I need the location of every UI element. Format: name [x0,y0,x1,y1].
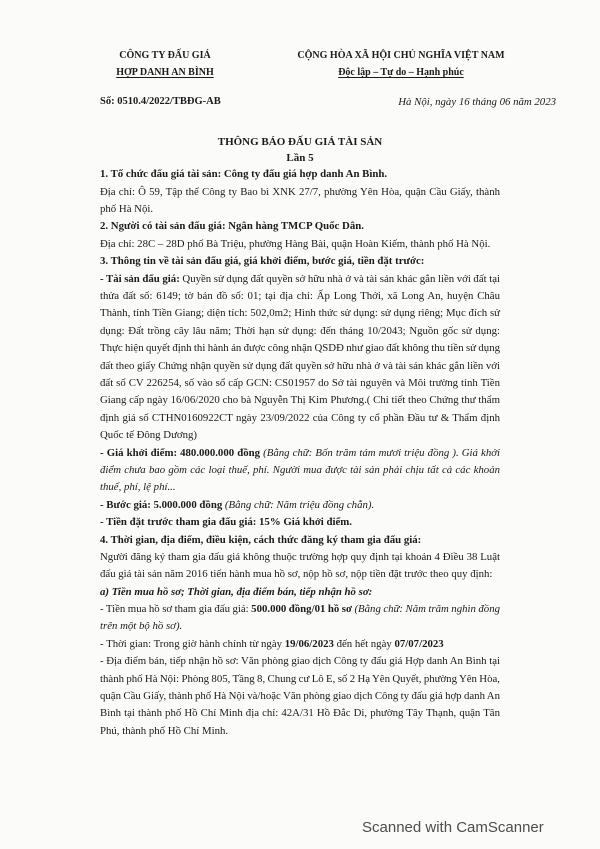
asset-line [100,305,500,322]
starting-price-line [100,462,500,479]
time-line [100,636,500,653]
heading-text: 3. Thông tin về tài sản đấu giá, giá khởi điểm, bước giá, tiền đặt trước: [100,255,425,268]
body-text: Địa chỉ: 28C – 28D phố Bà Triệu, phường Hàng Bài, quận Hoàn Kiếm, thành phố Hà Nội. [100,237,491,250]
body-text: - Địa điểm bán, tiếp nhận hồ sơ: Văn phòng giao dịch Công ty đấu giá Hợp danh An Bình tại [100,655,500,668]
section-1-heading [100,166,500,183]
body-text: đất theo giấy Chứng nhận quyền sử dụng đất quyền sở hữu nhà ở và tài sản khác gắn liền với [100,359,500,372]
body-text: quận Cầu Giấy, thành phố Hà Nội và/hoặc Văn phòng giao dịch Công ty đấu giá hợp danh An [100,690,500,703]
document-number: Số: 0510.4/2022/TBĐG-AB [100,96,221,107]
body-text: Thành, tỉnh Tiền Giang; diện tích: 502,0m2; Hình thức sử dụng: sử dụng riêng; Mục đích sử [100,307,500,320]
body-text: Bình tại thành phố Hồ Chí Minh địa chỉ: 42A/31 Hồ Đắc Di, phường Tây Thạnh, quận Tân [100,707,500,720]
asset-line [100,427,500,444]
deposit-line [100,514,500,531]
section-4-heading [100,532,500,549]
time-to-date: 07/07/2023 [394,637,444,650]
notice-round: Lần 5 [286,151,314,164]
heading-text: 1. Tổ chức đấu giá tài sản: Công ty đấu giá hợp danh An Bình. [100,168,388,181]
body-text: Địa chỉ: Ô 59, Tập thể Công ty Bao bì XNK 27/7, phường Yên Hòa, quận Cầu Giấy, thành [100,185,500,198]
asset-line [100,358,500,375]
fee-note: trên một bộ hồ sơ). [100,620,183,633]
organization-header [75,47,255,81]
asset-line [100,271,500,288]
location-line [100,653,500,670]
location-line [100,688,500,705]
fee-line [100,618,500,635]
starting-price-label: - Giá khởi điểm: 480.000.000 đồng [100,446,261,459]
body-text: Thực hiện quyết định thi hành án được công nhận QSDĐ như giao đất không thu tiền sử dụng [100,342,500,355]
asset-line [100,288,500,305]
organization-name-line2: HỢP DANH AN BÌNH [116,67,214,78]
body-text: Người đăng ký tham gia đấu giá không thuộc trường hợp quy định tại khoản 4 Điều 38 Luật [100,550,500,563]
body-text: thành phố Hà Nội: Phòng 805, Tầng 8, Chung cư Lô E, số 2 Hạ Yên Quyết, phường Yên Hòa, [100,672,500,685]
body-text: dụng: Đất trồng cây lâu năm; Thời hạn sử dụng: đến tháng 10/2043; Nguồn gốc sử dụng: [100,324,500,337]
document-body [100,166,500,740]
section-2-heading [100,218,500,235]
body-text: Quyền sử dụng đất quyền sở hữu nhà ở và tài sản khác gắn liền với đất tại [179,272,501,285]
location-line [100,705,500,722]
body-line [100,566,500,583]
bid-step-line [100,497,500,514]
asset-line [100,323,500,340]
section-3-heading [100,253,500,270]
national-title: CỘNG HÒA XÃ HỘI CHỦ NGHĨA VIỆT NAM [297,50,505,61]
asset-line [100,340,500,357]
subsection-a-heading [100,584,500,601]
asset-line [100,410,500,427]
location-line [100,671,500,688]
body-text: định giá số CTHN0160922CT ngày 23/09/2022 của Công ty cổ phần Đầu tư & Thẩm định [100,411,500,424]
body-text: thửa đất số: 6149; tờ bản đồ số: 01; tại địa chỉ: Ấp Long Thới, xã Long An, huyện Châu [100,290,500,303]
heading-text: 4. Thời gian, địa điểm, điều kiện, cách thức đăng ký tham gia đấu giá: [100,533,422,546]
body-line [100,184,500,201]
body-line [100,236,500,253]
bid-step-note: (Bằng chữ: Năm triệu đồng chẵn). [222,498,375,511]
national-header [281,47,521,81]
body-text: đấu giá tài sản năm 2016 tiến hành mua hồ sơ, nộp hồ sơ, nộp tiền đặt trước theo quy định: [100,568,493,581]
page-title: THÔNG BÁO ĐẤU GIÁ TÀI SẢN [217,135,383,148]
body-text: Phú, thành phố Hồ Chí Minh. [100,724,229,737]
body-text: đất số CV 226254, số vào sổ cấp GCN: CS01957 do Sở tài nguyên và Môi trường tỉnh Tiền [100,376,500,389]
starting-price-note: điểm chưa bao gồm các loại thuế, phí. Người mua được tài sản phải chịu tất cả các khoản [100,463,500,476]
asset-line [100,392,500,409]
body-text: Quốc tế Đông Dương) [100,429,198,442]
organization-name-line1: CÔNG TY ĐẤU GIÁ [119,50,211,61]
starting-price-line [100,445,500,462]
national-motto: Độc lập – Tự do – Hạnh phúc [338,67,464,78]
time-from-date: 19/06/2023 [284,637,334,650]
body-text: Giang cấp ngày 16/06/2020 cho bà Nguyễn Thị Kim Phương.( Chi tiết theo Chứng thư thẩm [100,394,500,407]
time-mid: đến hết ngày [333,637,395,650]
subheading-text: a) Tiền mua hồ sơ; Thời gian, địa điểm bán, tiếp nhận hồ sơ: [100,585,373,598]
bid-step-label: - Bước giá: 5.000.000 đồng [100,498,223,511]
starting-price-note: thuế, phí, lệ phí... [100,481,176,494]
fee-note: (Bằng chữ: Năm trăm nghìn đồng [351,603,500,616]
place-and-date: Hà Nội, ngày 16 tháng 06 năm 2023 [398,96,556,108]
body-line [100,549,500,566]
asset-line [100,375,500,392]
starting-price-line [100,479,500,496]
fee-line [100,601,500,618]
body-line [100,201,500,218]
time-label: - Thời gian: Trong giờ hành chính từ ngày [100,637,285,650]
scanner-watermark: Scanned with CamScanner [362,819,544,836]
location-line [100,723,500,740]
deposit-text: - Tiền đặt trước tham gia đấu giá: 15% Giá khởi điểm. [100,516,352,529]
starting-price-note: (Bằng chữ: Bốn trăm tám mươi triệu đồng ). Giá khởi [260,446,500,459]
fee-label: - Tiền mua hồ sơ tham gia đấu giá: [100,603,252,616]
asset-label: - Tài sản đấu giá: [100,272,180,285]
body-text: phố Hà Nội. [100,203,154,216]
fee-amount: 500.000 đồng/01 hồ sơ [251,603,352,616]
heading-text: 2. Người có tài sản đấu giá: Ngân hàng TMCP Quốc Dân. [100,220,364,233]
